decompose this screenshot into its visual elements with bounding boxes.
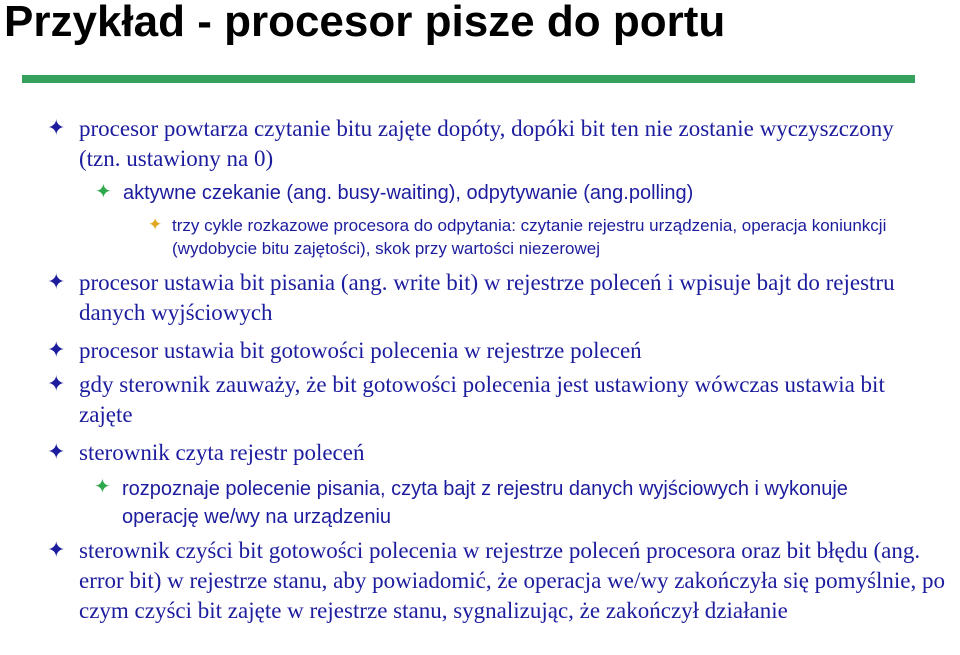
star-bullet-icon: ✦ [47,269,66,294]
bullet-item [47,438,941,468]
bullet-text: rozpoznaje polecenie pisania, czyta bajt z rejestru danych wyjściowych i wykonuje operację we/wy na urządzeniu [122,478,848,528]
title-underline-bar [22,75,915,83]
star-bullet-icon: ✦ [47,537,66,562]
star-bullet-icon: ✦ [95,181,112,203]
bullet-text: aktywne czekanie (ang. busy-waiting), odpytywanie (ang.polling) [123,182,694,204]
bullet-text: procesor powtarza czytanie bitu zajęte dopóty, dopóki bit ten nie zostanie wyczyszczony (tzn. ustawiony na 0) [79,116,894,171]
star-bullet-icon: ✦ [47,115,66,140]
star-bullet-icon: ✦ [47,337,66,362]
star-bullet-icon: ✦ [47,371,66,396]
bullet-item [47,268,941,328]
bullet-text: gdy sterownik zauważy, że bit gotowości polecenia jest ustawiony wówczas ustawia bit zajęte [79,372,885,427]
slide-title: Przykład - procesor pisze do portu [4,0,726,46]
bullet-item [47,336,941,366]
bullet-item [94,475,930,531]
bullet-text: trzy cykle rozkazowe procesora do odpytania: czytanie rejestru urządzenia, operacja koniunkcji (wydobycie bitu zajętości), skok przy wartości niezerowej [172,216,887,258]
star-bullet-icon: ✦ [148,215,163,234]
star-bullet-icon: ✦ [94,476,111,498]
bullet-text: procesor ustawia bit pisania (ang. write bit) w rejestrze poleceń i wpisuje bajt do rejestru danych wyjściowych [79,270,895,325]
bullet-text: procesor ustawia bit gotowości polecenia w rejestrze poleceń [79,338,642,363]
bullet-item [148,214,952,260]
bullet-text: sterownik czyta rejestr poleceń [79,440,365,465]
bullet-text: sterownik czyści bit gotowości polecenia w rejestrze poleceń procesora oraz bit błędu (ang. error bit) w rejestrze stanu, aby powiadomić, że operacja we/wy zakończyła się pomyślnie, po czym czyści bit zajęte w rejestrze stanu, sygnalizując, że zakończył działanie [79,538,946,623]
star-bullet-icon: ✦ [47,439,66,464]
bullet-item [95,180,923,206]
bullet-item [47,370,941,430]
bullet-item [47,114,919,174]
bullet-item [47,536,957,626]
